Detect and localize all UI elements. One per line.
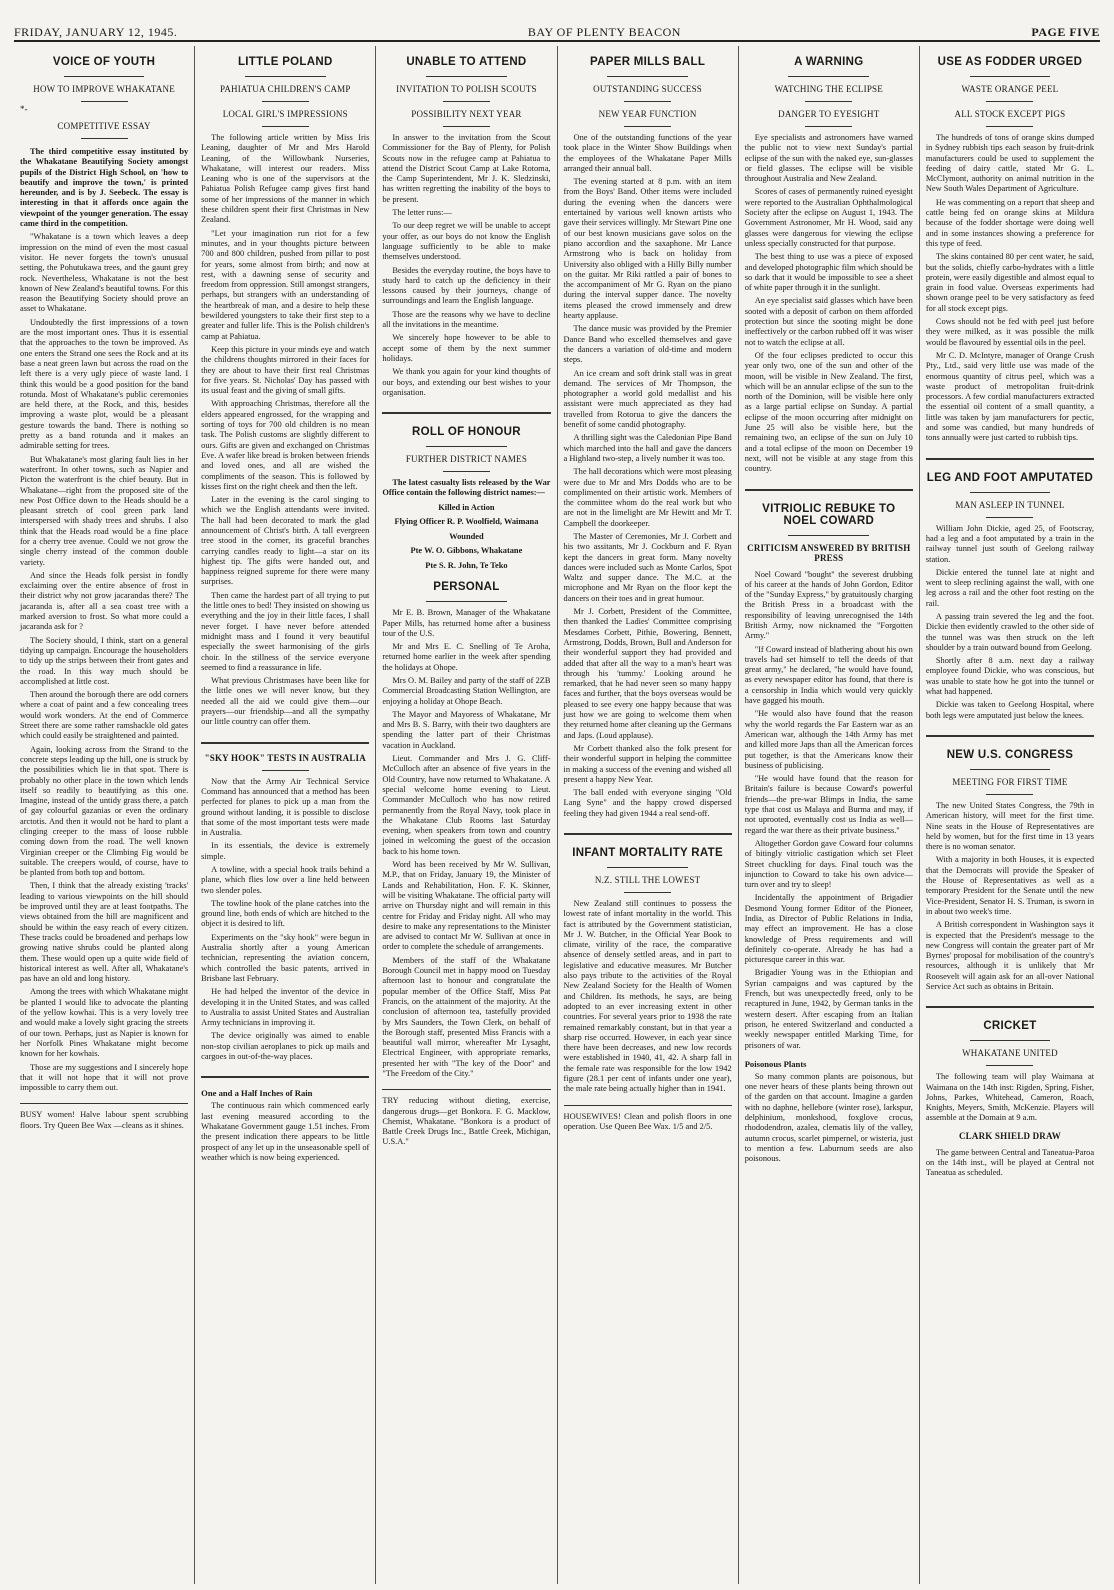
rule [788, 535, 869, 536]
subhead: NEW YEAR FUNCTION [598, 109, 697, 119]
paragraph: But Whakatane's most glaring fault lies in her waterfront. In other towns, such as Napier and Picton the waterfront is the chief beauty. But in Whakatane—right from the proposed site of the new Post Office down to the Heads should be a pleasant stretch of cool green park land interspersed with shady trees and shrubs. I also think that the Heads road would be a fine place for a cherry tree avenue. Could we not grow the single cherry instead of the common double variety. [20, 454, 189, 567]
paragraph: "If Coward instead of blathering about his own travels had set himself to tell the deeds of that great army," he declared, "he would have found, as every newspaper editor has found, that there is a censorship in India which would very quickly have gagged his mouth. [744, 644, 913, 706]
paragraph: Keep this picture in your minds eye and watch the childrens thoughts mirrored in their faces for they are about to have their first real Christmas for five years. St. Nicholas' Day has passed with its usual feast and the giving of small gifts. [201, 344, 370, 396]
rule [805, 101, 852, 102]
paragraph: In answer to the invitation from the Scout Commissioner for the Bay of Plenty, for Polish Scouts now in the refugee camp at Pahiatua to attend the District Scout Camp at Lake Rotoma, the Camp Superintendent, Mr J. K. Sledzinski, has written regretting the inability of the boys to be present. [382, 133, 551, 204]
column-1 [14, 46, 195, 1584]
rule [805, 126, 852, 127]
roll-wounded-name: Pte S. R. John, Te Teko [425, 560, 508, 570]
column-4 [558, 46, 739, 1584]
masthead [14, 22, 1100, 42]
article-body [382, 608, 550, 1079]
paragraph: The following team will play Waimana at Waimana on the 14th inst: Rigden, Spring, Fisher, Johns, Parkes, Whitehead, Cameron, Roach, Knights, Meyers, Smith, McKenzie. Players will assemble at the Domain at 9 a.m. [925, 1072, 1095, 1123]
paragraph: "Let your imagination run riot for a few minutes, and in your thoughts picture between 700 and 800 children, pushed from pillar to post for years, some almost from birth; and now at rest, with a dawning sense of security and freedom from oppression. Still amongst strangers, perhaps, but strangers with an understanding of the heartbreak of man, and a desire to help these bewildered youngsters to take their first step to a greater and fuller life. This is the Polish children's camp at Pahiatua. [201, 228, 370, 341]
subhead: WASTE ORANGE PEEL [961, 84, 1059, 94]
article-body [20, 232, 188, 1093]
paragraph: Mr and Mrs E. C. Snelling of Te Aroha, returned home earlier in the week after spending the holidays at Ohope. [382, 642, 551, 672]
rule [970, 1040, 1051, 1041]
paragraph: The letter runs:— [392, 208, 452, 218]
paragraph: A towline, with a special hook trails behind a plane, which flies low over a line held between two slender poles. [201, 865, 370, 895]
rule [81, 101, 128, 102]
section-divider [926, 735, 1094, 739]
masthead-date: FRIDAY, JANUARY 12, 1945. [14, 25, 178, 39]
subhead-rain: One and a Half Inches of Rain [201, 1088, 313, 1099]
rule [245, 76, 326, 77]
headline-sky-hook: "SKY HOOK" TESTS IN AUSTRALIA [204, 752, 366, 763]
masthead-paper-name: BAY OF PLENTY BEACON [527, 25, 681, 39]
paragraph: "Whakatane is a town which leaves a deep impression on the mind of even the most casual visitor. He never forgets the town's unusual setting, the Pohutukawa trees, and the gaunt grey rock. Nevertheless, Whakatane is not the best known of New Zealand's beautiful towns. For this reason the Beautifying Society should prove an asset to Whakatane. [20, 232, 189, 314]
paragraph: Those are my suggestions and I sincerely hope that it will not hope that it will not prove impossible to carry them out. [20, 1062, 189, 1093]
article-body [201, 777, 369, 1063]
rule [262, 101, 309, 102]
headline-voice-of-youth: VOICE OF YOUTH [52, 56, 156, 68]
paragraph: With approaching Christmas, therefore all the elders appeared engrossed, for the wrapping and sorting of toys for 700 old children is no mean task. The Polish customs are slightly different to ours. Gifts are given and exchanged on Christmas Eve. A wafer like bread is broken between friends and loved ones, and all are wished the compliments of the season. This is followed by kisses first on the right cheek and then the left. [201, 399, 370, 491]
column-5 [739, 46, 920, 1584]
subhead: N.Z. STILL THE LOWEST [594, 875, 701, 885]
paragraph: "He would also have found that the reason why the world regards the Far Eastern war as an American war, although the 14th Army has met and killed more Japs than all the American forces put together, is that the Americans know their business of publicising. [744, 709, 913, 770]
paragraph: The Mayor and Mayoress of Whakatane, Mr and Mrs B. S. Barry, with their two daughters are spending the latter part of their Christmas vacation in Auckland. [382, 709, 551, 750]
section-divider [201, 1076, 369, 1080]
rule [986, 517, 1033, 518]
rule [426, 76, 507, 77]
paragraph: William John Dickie, aged 25, of Footscray, had a leg and a foot amputated by a train in the railway tunnel just south of Geelong railway station. [925, 523, 1095, 564]
roll-killed-heading: Killed in Action [438, 502, 495, 512]
rule [986, 794, 1033, 795]
rule [607, 867, 688, 868]
masthead-page-number: PAGE FIVE [1031, 25, 1100, 39]
paragraph: Cows should not be fed with peel just before they were milked, as it was possible the milk would be flavoured by essential oils in the peel. [925, 317, 1095, 347]
stray-mark: *- [20, 104, 28, 114]
section-divider [926, 458, 1094, 462]
subhead: OUTSTANDING SUCCESS [593, 84, 703, 94]
paragraph: "He would have found that the reason for Britain's failure is because Coward's powerful friends—the pre-war Blimps in India, the same type that cost us Malaya and Burma and may, if not uprooted, eventually cost us India as well—regard the war there as their private business." [744, 774, 913, 835]
rule [426, 446, 507, 447]
advertisement: HOUSEWIVES! Clean and polish floors in one operation. Use Queen Bee Wax. 1/5 and 2/5. [564, 1105, 732, 1133]
paragraph: Scores of cases of permanently ruined eyesight were reported to the Australian Ophthalmological Society after the eclipse on August 1, 1943. The Government Astronomer, Mr H. Wood, said any glasses were dangerous for viewing the eclipse unless specially constructed for that purpose. [744, 187, 913, 248]
headline-little-poland: LITTLE POLAND [237, 56, 333, 68]
headline-personal: PERSONAL [433, 581, 500, 594]
subhead: FURTHER DISTRICT NAMES [405, 454, 528, 465]
paragraph: Those are the reasons why we have to decline all the invitations in the meantime. [382, 309, 551, 330]
paragraph: Besides the everyday routine, the boys have to study hard to catch up the deficiency in their lessons caused by their journeys, change of surroundings and learn the English language. [382, 265, 551, 306]
paragraph: Altogether Gordon gave Coward four columns of bitingly vitriolic castigation which set Fleet Street chuckling for days. Final touch was the injunction to Coward to take his own advice—turn over and try to sleep! [744, 838, 913, 890]
paragraph: The following article written by Miss Iris Leaning, daughter of Mr and Mrs Harold Leaning, of the Willowbank Nurseries, Whakatane, will interest our readers. Miss Leaning who is one of the supervisors at the Pahiatua Polish Refugee camp gives first hand some of her impressions of the manner in which these children spent their first Christmas in New Zealand. [201, 133, 370, 225]
paragraph: The hall decorations which were most pleasing were due to Mr and Mrs Dodds who are to be complimented on their artistic work. Members of the committee whom do the real work but who are not in the limelight are Mr Hewitt and Mr T. Campbell the doorkeeper. [563, 467, 732, 528]
paragraph: What previous Christmases have been like for the little ones we will never know, but they needed all the aid we could give them—our prayers—our friendship—and all the sympathy our little country can offer them. [201, 676, 370, 727]
paragraph: The evening started at 8 p.m. with an item from the Boys' Band. Other items were included during the evening when the dancers were entertained by various well known artists who gave their services willingly. Mr Stewart Pine one of our best known musicians gave solos on the piano accordion and the saxaphone. Mr Lance Armstrong who is back on holiday from University also obliged with a Hilly Billy number on the guitar. Mr Riki rattled a pair of bones to the accompaniment of Mr G. Ryan on the piano during the interval supper dance. The novelty items pleased the crowd immensely and drew hearty applause. [563, 177, 732, 321]
paragraph: Then came the hardest part of all trying to put the little ones to bed! They insisted on showing us everything and the joy in their little faces, I shall never forget. I have never before attended midnight mass and I found it very beautiful especially the sweet harmonising of the girls choir. In the stillness of the service everyone seemed to find a reassurance in life. [201, 590, 370, 672]
paragraph: The Master of Ceremonies, Mr J. Corbett and his two assitants, Mr J. Cockburn and F. Ryan kept the dancers in great form. Many novelty dances were included such as Monte Carlos, Spot Waltz and supper dance. The M.C. at the microphone and Mr Ryan on the floor kept the dancers on their toes and in great humour. [563, 531, 732, 603]
article-intro: The third competitive essay instituted by the Whakatane Beautifying Society amongst pupils of the District High School, on 'how to beautify and improve the town,' is printed hereunder, and is by J. Seebeck. The essay is interesting in that it affords once again the viewpoint of the younger generation. The essay came third in the competition. [20, 147, 189, 229]
paragraph: Among the trees with which Whakatane might be planted I would like to advocate the planting of the yellow kowhai. This is a very lovely tree and would make a lovely sight gracing the streets of our town. Perhaps, just as Napier is known for her Norfolk Pines Whakatane might become known for her kowhais. [20, 987, 189, 1059]
paragraph: New Zealand still continues to possess the lowest rate of infant mortality in the world. This fact is attributed by the Government statistician, Mr J. W. Butcher, in the Official Year Book to climate, virility of the race, the comparative absence of densely settled areas, and in part to legislative and educative measures. Mr Butcher also pays tribute to the activities of the Royal New Zealand Society for the Health of Women and Children. Its methods, he says, are being adopted to an ever increasing extent in other countries. For several years prior to 1938 the rate remained remarkably constant, but in that year a sharp rise occurred. However, in each year since there have been decreases, and new low records were established in 1940, 41, 42. A sharp fall in the female rate was responsible for the low 1942 figure (28.1 per cent of infants under one year), the male rate being actually higher than in 1941. [563, 899, 732, 1094]
headline-unable-to-attend: UNABLE TO ATTEND [406, 56, 527, 68]
paragraph: The game between Central and Taneatua-Paroa on the 14th inst., will be played at Central not Taneatua as scheduled. [925, 1147, 1095, 1178]
subhead: POSSIBILITY NEXT YEAR [411, 109, 522, 119]
roll-wounded-name: Pte W. O. Gibbons, Whakatane [410, 546, 523, 556]
advertisement: TRY reducing without dieting, exercise, dangerous drugs—get Bonkora. F. G. Macklow, Chemist, Whakatane. "Bonkora is a product of Battle Creek Drugs Inc., Battle Creek, Michigan, U.S.A." [382, 1089, 550, 1147]
headline-a-warning: A WARNING [794, 56, 864, 68]
subhead: CRITICISM ANSWERED BY BRITISH PRESS [747, 542, 911, 563]
paragraph: We thank you again for your kind thoughts of our boys, and extending our best wishes to your organisation. [382, 367, 551, 397]
paragraph: The skins contained 80 per cent water, he said, but the solids, chiefly carbo-hydrates with a little protein, were easily digestible and almost equal to grain in food value. Overseas experiments had shown orange peel to be very satisfactory as feed for all stock except pigs. [925, 252, 1095, 313]
article-body [745, 570, 913, 1051]
paragraph: Eye specialists and astronomers have warned the public not to view next Sunday's partial eclipse of the sun with the naked eye, sun-glasses or field glasses. The eclipse will be visible throughout Australia and New Zealand. [744, 133, 913, 184]
subhead: LOCAL GIRL'S IMPRESSIONS [222, 109, 348, 119]
paragraph: Of the four eclipses predicted to occur this year only two, one of the sun and other of the moon, will be visible in New Zealand. The first, which will be an annular eclipse of the sun to the north of the Dominion, will be visible here only as a large partial eclipse on Sunday. A partial eclipse of the moon occurring after midnight on June 25 will also be visible here, but the remaining two, an eclipse of the sun on July 10 and a total eclipse of the moon on December 19 next, will not be visible at any stage from this country. [744, 350, 913, 474]
subhead: HOW TO IMPROVE WHAKATANE [33, 84, 175, 94]
paragraph: A passing train severed the leg and the foot. Dickie then evidently crawled to the other side of the tunnel was was then struck on the left shoulder by a train outward bound from Geelong. [925, 611, 1095, 652]
headline-roll-of-honour: ROLL OF HONOUR [412, 426, 521, 439]
subhead-clark-shield-draw: CLARK SHIELD DRAW [958, 1130, 1061, 1141]
rule [262, 126, 309, 127]
rule [986, 101, 1033, 102]
paragraph: Then around the borough there are odd corners where a coat of paint and a few concealing trees would work wonders. At the end of Commerce Street there are some rather ramshackle old gates which could easily be straightened and painted. [20, 690, 189, 741]
paragraph: The towline hook of the plane catches into the ground line, both ends of which are hitched to the object it is desired to lift. [201, 898, 370, 929]
subhead: WATCHING THE ECLIPSE [774, 84, 883, 94]
column-6 [920, 46, 1100, 1584]
paragraph: In its essentials, the device is extremely simple. [201, 841, 370, 861]
paragraph: The continuous rain which commenced early last evening measured according to the Whakatane Government gauge 1.51 inches. From the present indication there appears to be little prospect of any let up in the unseasonable spell of weather which is now being experienced. [201, 1101, 370, 1162]
rule [426, 601, 507, 602]
article-body [201, 133, 369, 728]
subhead: DANGER TO EYESIGHT [778, 109, 880, 119]
headline-rebuke-to-noel-coward: VITRIOLIC REBUKE TO NOEL COWARD [762, 502, 896, 527]
subhead: MAN ASLEEP IN TUNNEL [955, 499, 1065, 510]
paragraph: Shortly after 8 a.m. next day a railway employee found Dickie, who was conscious, but was unable to state how he got into the tunnel or what had happened. [925, 656, 1095, 697]
paragraph: A British correspondent in Washington says it is expected that the President's message to the new Congress will contain the greater part of Mr Byrnes' proposal for mobilisation of the country's resources, although it is unlikely that Mr Roosevelt will again ask for an all-over National Service Act such as obtains in Britain. [925, 920, 1095, 991]
article-body [926, 524, 1094, 721]
paragraph: Mrs O. M. Bailey and party of the staff of 2ZB Commercial Broadcasting Station Wellington, are enjoying a holiday at Ohope Beach. [382, 676, 551, 706]
rule [443, 471, 490, 472]
subhead: MEETING FOR FIRST TIME [952, 776, 1068, 787]
paragraph: The ball ended with everyone singing "Old Lang Syne" and the happy crowd dispersed feeling they had given 1944 a real send-off. [563, 788, 732, 818]
roll-intro: The latest casualty lists released by the War Office contain the following district names:— [382, 478, 551, 498]
paragraph: To our deep regret we will be unable to accept your offer, as our boys do not know the English language sufficiently to be able to make themselves understood. [382, 221, 551, 262]
column-3 [376, 46, 557, 1584]
paragraph: Later in the evening is the carol singing to which we the English attendants were invited. The hall had been decorated to mark the glad announcement of Christ's birth. A tall evergreen tree stood in the corner, its graceful branches carrying candles ready to light—a star on its highest tip. The gifts were handed out, and happiness reigned supreme for there were many surprises. [201, 495, 370, 587]
paragraph: Dickie entered the tunnel late at night and went to sleep reclining against the wall, with one leg across a rail and the other foot resting on the rail. [925, 567, 1095, 608]
section-divider [201, 742, 369, 746]
rule [607, 76, 688, 77]
article-body [926, 133, 1094, 444]
headline-paper-mills-ball: PAPER MILLS BALL [590, 56, 706, 68]
headline-infant-mortality: INFANT MORTALITY RATE [572, 847, 723, 859]
paragraph: With a majority in both Houses, it is expected that the Democrats will provide the Speaker of the House of Representatives as well as a temporary President for the Senate until the new Vice-President, Senator H. S. Truman, is sworn in in about two week's time. [925, 855, 1095, 916]
section-divider [926, 1006, 1094, 1010]
rule [624, 892, 671, 893]
paragraph: An ice cream and soft drink stall was in great demand. The services of Mr Thompson, the photographer a world gold medallist and his assistant were much appreciated as they had travelled from Rotorua to give the dancers the benefit of some candid photography. [563, 368, 732, 430]
subhead: WHAKATANE UNITED [962, 1048, 1058, 1059]
rule [624, 126, 671, 127]
paragraph: Mr Corbett thanked also the folk present for their wonderful support in helping the committee in making a success of the evening and wished all present a happy New Year. [563, 743, 732, 784]
paragraph: A thrilling sight was the Caledonian Pipe Band which marched into the hall and gave the dancers a Highland two-step, a lively number it was too. [563, 433, 732, 463]
paragraph: Brigadier Young was in the Ethiopian and Syrian campaigns and was captured by the French, but was unexpectedly freed, only to be recaptured in June, 1942, by German tanks in the western desert. After escaping from an Italian prison, he entered Switzerland and conducted a weekly newspaper entitled Marking Time, for prisoners of war. [744, 968, 913, 1050]
rule [970, 76, 1051, 77]
paragraph: Undoubtedly the first impressions of a town are the most important ones. Thus it is essential that the approaches to the town be improved. As one enters the Strand one sees the Rock and at its base a neat green lawn but across the road on the left there is a very ugly piece of waste land. I think this would be a good position for the band rotunda. Most of Whakatane's public ceremonies are held there, at the Rock, and this, besides improving a waste plot, would be a pleasant gesture towards the band. There is nothing so pretty as a band rotunda and it makes an admirable setting for trees. [20, 317, 189, 451]
rule [64, 76, 145, 77]
columns [14, 46, 1100, 1584]
paragraph: Mr J. Corbett, President of the Committee, then thanked the Ladies' Committee comprising Mesdames Corbett, Pithie, Bowering, Bennett, Armstrong, Dodds, Brown, Bull and Anderson for their wonderful support they had provided and added that after all the way to a man's heart was through his 'tummy.' Looking around he remarked, that he had never seen so many happy faces and further, that the boys overseas would be pleased to see every one happy because that was just how we are going to welcome them when they returned home after cleaning up the Germans and Japs. (Loud applause). [563, 607, 732, 740]
rule [81, 138, 128, 139]
paragraph: Lieut. Commander and Mrs J. G. Cliff-McCulloch after an absence of five years in the Old Country, have now returned to Whakatane. A special welcome home evening to Lieut. Commander McCulloch who has now retired permanently from the Royal Navy, took place in the Whakatane Club Rooms last Saturday evening, when speakers from town and country joined in welcoming the guest of the occasion back to his home town. [382, 754, 551, 856]
roll-killed-name: Flying Officer R. P. Woolfield, Waimana [394, 517, 539, 527]
section-divider [564, 833, 732, 837]
paragraph: Mr C. D. McIntyre, manager of Orange Crush Pty., Ltd., said very little use was made of the enormous quantity of citrus peel, which was a waste product of metropolitan fruit-drink processors. A few cordial manufacturers extracted the essential oil content of a small quantity, a little was taken by jam manufacturers for pectic, and some was candied, but many hundreds of tons annually were just carted to rubbish tips. [925, 350, 1095, 443]
headline-new-us-congress: NEW U.S. CONGRESS [946, 748, 1074, 761]
paragraph: The Society should, I think, start on a general tidying up campaign. Encourage the householders to tidy up the strips between their front gates and the road. In this way much should be accomplished at little cost. [20, 635, 189, 686]
roll-wounded-heading: Wounded [449, 531, 484, 541]
paragraph: So many common plants are poisonous, but one never hears of these plants being thrown out of the garden on that account. Imagine a garden with no daphne, hellebore (winter rose), larkspur, delphinium, monkshood, foxglove crocus, rhododendron, azalea, clematis lily of the valley, autumn crocus, scarlet pimpernel, or wisteria, just to mention a few. Laburnum seeds are also poisonous. [744, 1071, 913, 1164]
rule [624, 101, 671, 102]
headline-use-as-fodder: USE AS FODDER URGED [937, 56, 1083, 68]
subhead: PAHIATUA CHILDREN'S CAMP [219, 84, 351, 94]
article-body [382, 133, 550, 398]
section-divider [745, 489, 913, 493]
paragraph: We sincerely hope however to be able to accept some of them by the next summer holidays. [382, 333, 551, 363]
paragraph: Noel Coward "bought" the severest drubbing of his career at the hands of John Gordon, Editor of the "Sunday Express," by gratuitously charging the British Press in a broadcast with the responsibility of leaving unrecognised the 14th British Army, now nicknamed the "Forgotten Army." [744, 569, 913, 641]
paragraph: The device originally was aimed to enable non-stop civilian aeroplanes to pick up mails and cargoes in out-of-the-way places. [201, 1031, 370, 1062]
rule [443, 101, 490, 102]
paragraph: An eye specialist said glasses which have been sooted with a deposit of carbon on them afforded protection but since the sooting might be done ineffectively or the carbon rubbed off it was wiser not to watch the eclipse at all. [744, 296, 913, 347]
paragraph: Incidentally the appointment of Brigadier Desmond Young former Editor of the Pioneer, India, as Director of Public Relations in India, may effect an improvement. He has a close knowledge of Press requirements and will definitely co-operate. Already he has had a picturesque career in this war. [744, 893, 913, 965]
paragraph: Then, I think that the already existing 'tracks' leading to various viewpoints on the hill should be improved until they are at least footpaths. The views obtained from the hill are magnificent and should be within the easy reach of every citizen. These tracks could be broadened and perhaps low growing native shrubs could be planted along them. These would open up a quite wide field of historical interest as well. After all, Whakatane's pas have an old and long history. [20, 881, 189, 984]
rule [443, 126, 490, 127]
rule [970, 492, 1051, 493]
rule [970, 769, 1051, 770]
paragraph: The hundreds of tons of orange skins dumped in Sydney rubbish tips each season by fruit-drink manufacturers could be used to supplement the feeding of dairy cattle, stated Mr G. L. McClymont, authority on animal nutrition in the New South Wales Department of Agriculture. [925, 133, 1095, 194]
paragraph: Experiments on the "sky hook" were begun in Australia shortly after a young American technician, representing the aviation concern, which controlled the basic patents, arrived in Brisbane last February. [201, 932, 370, 983]
article-body [926, 801, 1094, 992]
paragraph: The new United States Congress, the 79th in American history, will meet for the first time. Nine seats in the House of Representatives are held by women, but for the first time in 13 years there is no woman senator. [925, 800, 1095, 852]
rule [986, 126, 1033, 127]
article-body [564, 133, 732, 819]
subhead: INVITATION TO POLISH SCOUTS [396, 84, 537, 94]
rule [788, 76, 869, 77]
subhead: ALL STOCK EXCEPT PIGS [954, 109, 1066, 119]
article-body [745, 133, 913, 475]
paragraph: Dickie was taken to Geelong Hospital, where both legs were amputated just below the knees. [925, 700, 1095, 720]
rule [262, 770, 309, 771]
column-2 [195, 46, 376, 1584]
paragraph: Now that the Army Air Technical Service Command has announced that a method has been perfected for planes to pick up a man from the ground without landing, it is possible to disclose that some of the most important tests were made in Australia. [201, 776, 370, 838]
paragraph: The best thing to use was a piece of exposed and developed photographic film which should be so dark that it would be impossible to see a sheet of white paper through it in the sunlight. [744, 252, 913, 293]
subhead-poisonous-plants: Poisonous Plants [744, 1058, 807, 1069]
paragraph: The dance music was provided by the Premier Dance Band who excelled themselves and gave the dancers a variation of old-time and modern steps. [563, 324, 732, 365]
paragraph: He had helped the inventor of the device in developing it in the United States, and was called to Australia to assist United States and Australian Army technicians in improving it. [201, 987, 370, 1028]
paragraph: Word has been received by Mr W. Sullivan, M.P., that on Friday, January 19, the Minister of Lands and Rehabilitation, Hon. F. K. Skinner, will be visiting Whakatane. The official party will arrive on Thursday night and will remain in this centre for Friday and Friday night. All who may desire to make any representations to the Minister are advised to contact Mr W. Sullivan at once in order to complete the schedule of arrangements. [382, 860, 551, 952]
headline-cricket: CRICKET [983, 1020, 1037, 1033]
paragraph: One of the outstanding functions of the year took place in the Winter Show Buildings when the employees of the Whakatane Paper Mills arranged their annual ball. [563, 133, 732, 173]
rule [986, 1065, 1033, 1066]
paragraph: Members of the staff of the Whakatane Borough Council met in happy mood on Tuesday afternoon last to honour and congratulate the popular member of the Office Staff, Miss Pat Francis, on the attainment of the majority. At the conclusion of afternoon tea, tastefully provided by Mrs Saunders, the Town Clerk, on behalf of the Borough staff, presented Miss Francis with a beautiful wall mirror, whereafter Mr Lysaght, Electrical Engineer, with appropriate remarks, presented her with "The key of the Door" and "The Freedom of the City." [382, 955, 551, 1078]
paragraph: And since the Heads folk persist in fondly exclaiming over the entire absence of frost in their district why not grow jacarandas there? The jacaranda is, after all a sea coast tree with a marked aversion to frost. So what more could a jacaranda ask for ? [20, 570, 189, 632]
paragraph: Mr E. B. Brown, Manager of the Whakatane Paper Mills, has returned home after a business tour of the U.S. [382, 608, 551, 638]
section-divider [382, 412, 550, 416]
paragraph: Again, looking across from the Strand to the concrete steps leading up the hill, one is struck by the possibilities which lie in that spot. There is probably no other place in the town which lends itself so readily to beautifying as this one. Imagine, instead of the untidy grass there, a patch of gay colourful gazanias or even the ordinary arctotis. And then it would not be hard to plant a clinging creeper to the mass of loose rubble coming down from the road. The well known Virginian creeper or the Climbing Fig would be suitable. The creepers would, of course, have to be planted from both top and bottom. [20, 744, 189, 878]
advertisement: BUSY women! Halve labour spent scrubbing floors. Try Queen Bee Wax —cleans as it shines. [20, 1103, 188, 1131]
subhead: COMPETITIVE ESSAY [57, 121, 151, 131]
headline-leg-and-foot: LEG AND FOOT AMPUTATED [926, 471, 1094, 484]
paragraph: He was commenting on a report that sheep and cattle being fed on orange skins at Mildura because of the fodder shortage were doing well and in some instances showing a preference for this type of feed. [925, 197, 1095, 248]
